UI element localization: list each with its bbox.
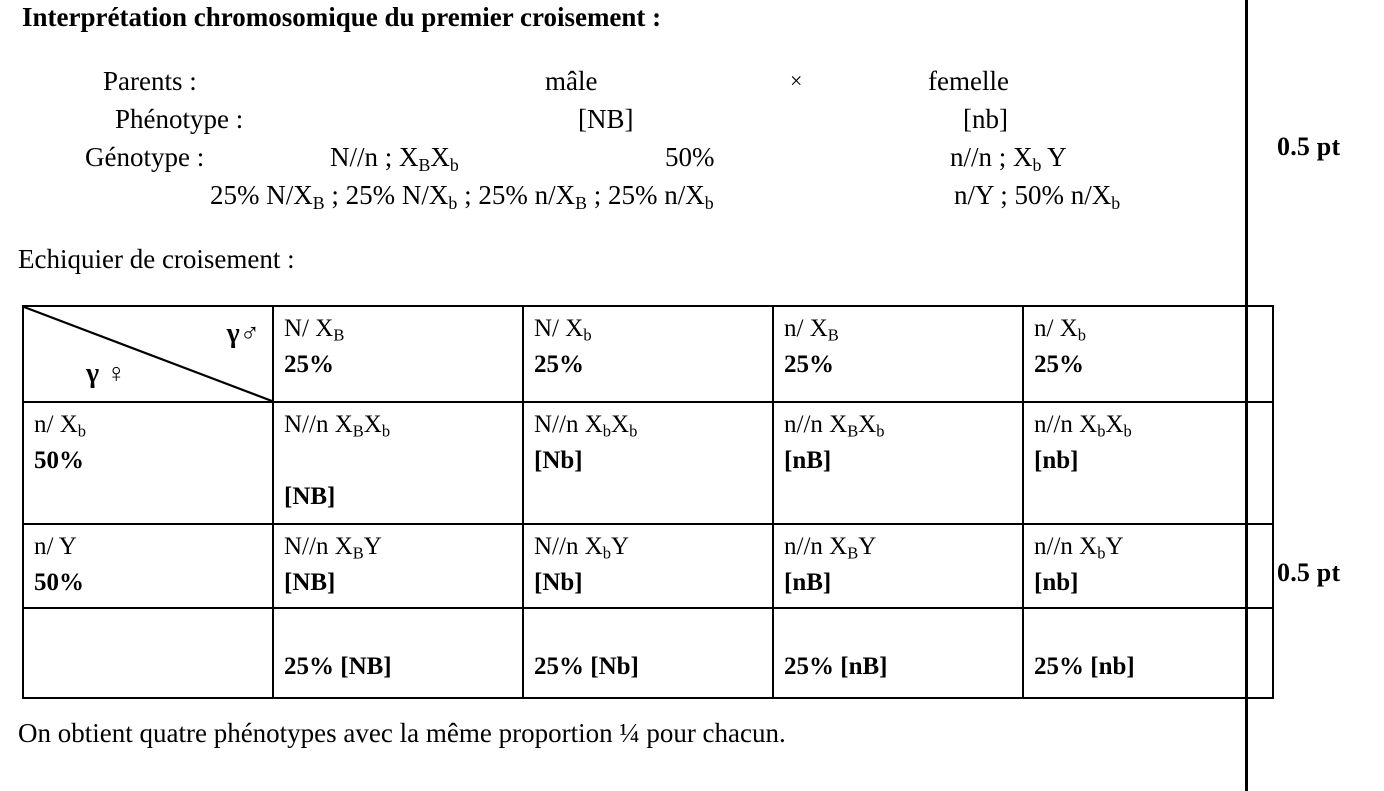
genotype-male — [330, 138, 459, 176]
row-header-2: n/ Y 50% — [23, 524, 273, 608]
punnett-square-table — [22, 305, 1274, 699]
genotype-female-sub: b — [1032, 154, 1042, 175]
total-value: 25% [Nb] — [534, 653, 639, 680]
gamete-male-1: 25% $N/X_B$ ; — [210, 180, 346, 213]
table-totals-row — [23, 608, 1273, 698]
phenotype-male: [NB] — [578, 104, 634, 134]
conclusion-text: On obtient quatre phénotypes avec la même proportion ¼ pour chacun. — [18, 718, 786, 748]
gametes-male — [210, 176, 714, 214]
gamma-male: γ — [226, 318, 240, 349]
margin-note-2: 0.5 pt — [1277, 558, 1341, 587]
parents-row — [0, 62, 1230, 100]
phenotype-badge: [nB] — [784, 447, 832, 474]
total-value: 25% [nb] — [1034, 653, 1135, 680]
phenotype-row — [0, 100, 1230, 138]
column-percent-4: 25% — [1034, 351, 1084, 378]
spacer — [284, 613, 522, 649]
genotype-male-pre: N//n ; X — [330, 142, 419, 172]
total-value: 25% [nB] — [784, 653, 888, 680]
genotype-male-percent: 50% — [665, 142, 715, 172]
punnett-cell-1-2: N//n $X_bX_b$ [Nb] — [523, 402, 773, 524]
cross-operator-icon: × — [790, 68, 803, 93]
column-header-3: n/ $X_B$ 25% — [773, 306, 1023, 402]
spacer — [534, 613, 772, 649]
gametes-female — [954, 176, 1120, 214]
male-symbol-icon: ♂ — [239, 318, 260, 348]
male-gamete-header — [227, 315, 260, 352]
column-percent-1: 25% — [284, 351, 334, 378]
phenotype-badge: [NB] — [284, 569, 336, 596]
phenotype-badge: [Nb] — [534, 569, 583, 596]
genotype-female — [950, 138, 1067, 176]
genotype-male-sub2: b — [449, 154, 459, 175]
cross-scheme — [0, 62, 1230, 214]
phenotype-badge: [nb] — [1034, 569, 1079, 596]
parent-female: femelle — [928, 66, 1009, 96]
punnett-cell-1-1: N//n $X_BX_b$ [NB] — [273, 402, 523, 524]
table-row — [23, 524, 1273, 608]
spacer — [284, 443, 522, 479]
gamete-female-1: n/Y ; — [954, 180, 1015, 210]
spacer — [784, 613, 1022, 649]
row-percent-1: 50% — [34, 447, 84, 474]
gamma-female: γ — [86, 358, 100, 389]
total-cell-3 — [773, 608, 1023, 698]
genotype-label: Génotype : — [85, 142, 205, 172]
female-gamete-header — [86, 355, 126, 392]
total-value: 25% [NB] — [284, 653, 392, 680]
spacer — [1034, 613, 1272, 649]
totals-empty-cell — [23, 608, 273, 698]
punnett-cell-2-4: n//n $X_bY$ [nb] — [1023, 524, 1273, 608]
header-corner-cell — [23, 306, 273, 402]
phenotype-badge: [nb] — [1034, 447, 1079, 474]
row-header-1: n/ $X_b$ 50% — [23, 402, 273, 524]
parents-label: Parents : — [103, 66, 197, 96]
column-header-4: n/ $X_b$ 25% — [1023, 306, 1273, 402]
total-cell-1 — [273, 608, 523, 698]
gamete-male-3: 25% $n/X_B$ ; — [478, 180, 608, 213]
phenotype-badge: [nB] — [784, 569, 832, 596]
punnett-cell-2-2: N//n $X_bY$ [Nb] — [523, 524, 773, 608]
phenotype-badge: [NB] — [284, 483, 336, 510]
column-header-2: N/ $X_b$ 25% — [523, 306, 773, 402]
table-row — [23, 402, 1273, 524]
punnett-cell-2-1: N//n $X_BY$ [NB] — [273, 524, 523, 608]
punnett-cell-1-3: n//n $X_BX_b$ [nB] — [773, 402, 1023, 524]
genotype-female-pre: n//n ; X — [950, 142, 1033, 172]
gamete-male-4: 25% $n/X_b$ — [607, 180, 714, 213]
column-percent-2: 25% — [534, 351, 584, 378]
phenotype-female: [nb] — [963, 104, 1008, 134]
female-symbol-icon: ♀ — [106, 358, 127, 388]
punnett-square-label: Echiquier de croisement : — [18, 244, 295, 274]
gametes-row — [0, 176, 1230, 214]
total-cell-2 — [523, 608, 773, 698]
genotype-male-mid: X — [430, 142, 450, 172]
punnett-cell-1-4: n//n $X_bX_b$ [nb] — [1023, 402, 1273, 524]
genotype-row — [0, 138, 1230, 176]
total-cell-4 — [1023, 608, 1273, 698]
punnett-cell-2-3: n//n $X_BY$ [nB] — [773, 524, 1023, 608]
phenotype-label: Phénotype : — [115, 104, 244, 134]
column-header-1: N/ $X_B$ 25% — [273, 306, 523, 402]
margin-note-1: 0.5 pt — [1277, 132, 1341, 161]
page-title: Interprétation chromosomique du premier croisement : — [22, 2, 662, 32]
genotype-female-post: Y — [1041, 142, 1067, 172]
gamete-female-2: 50% $n/X_b$ — [1014, 180, 1121, 213]
gamete-male-2: 25% $N/X_b$ ; — [345, 180, 479, 213]
genotype-male-sub1: B — [418, 154, 431, 175]
column-percent-3: 25% — [784, 351, 834, 378]
phenotype-badge: [Nb] — [534, 447, 583, 474]
table-header-row — [23, 306, 1273, 402]
row-percent-2: 50% — [34, 569, 84, 596]
parent-male: mâle — [545, 66, 598, 96]
